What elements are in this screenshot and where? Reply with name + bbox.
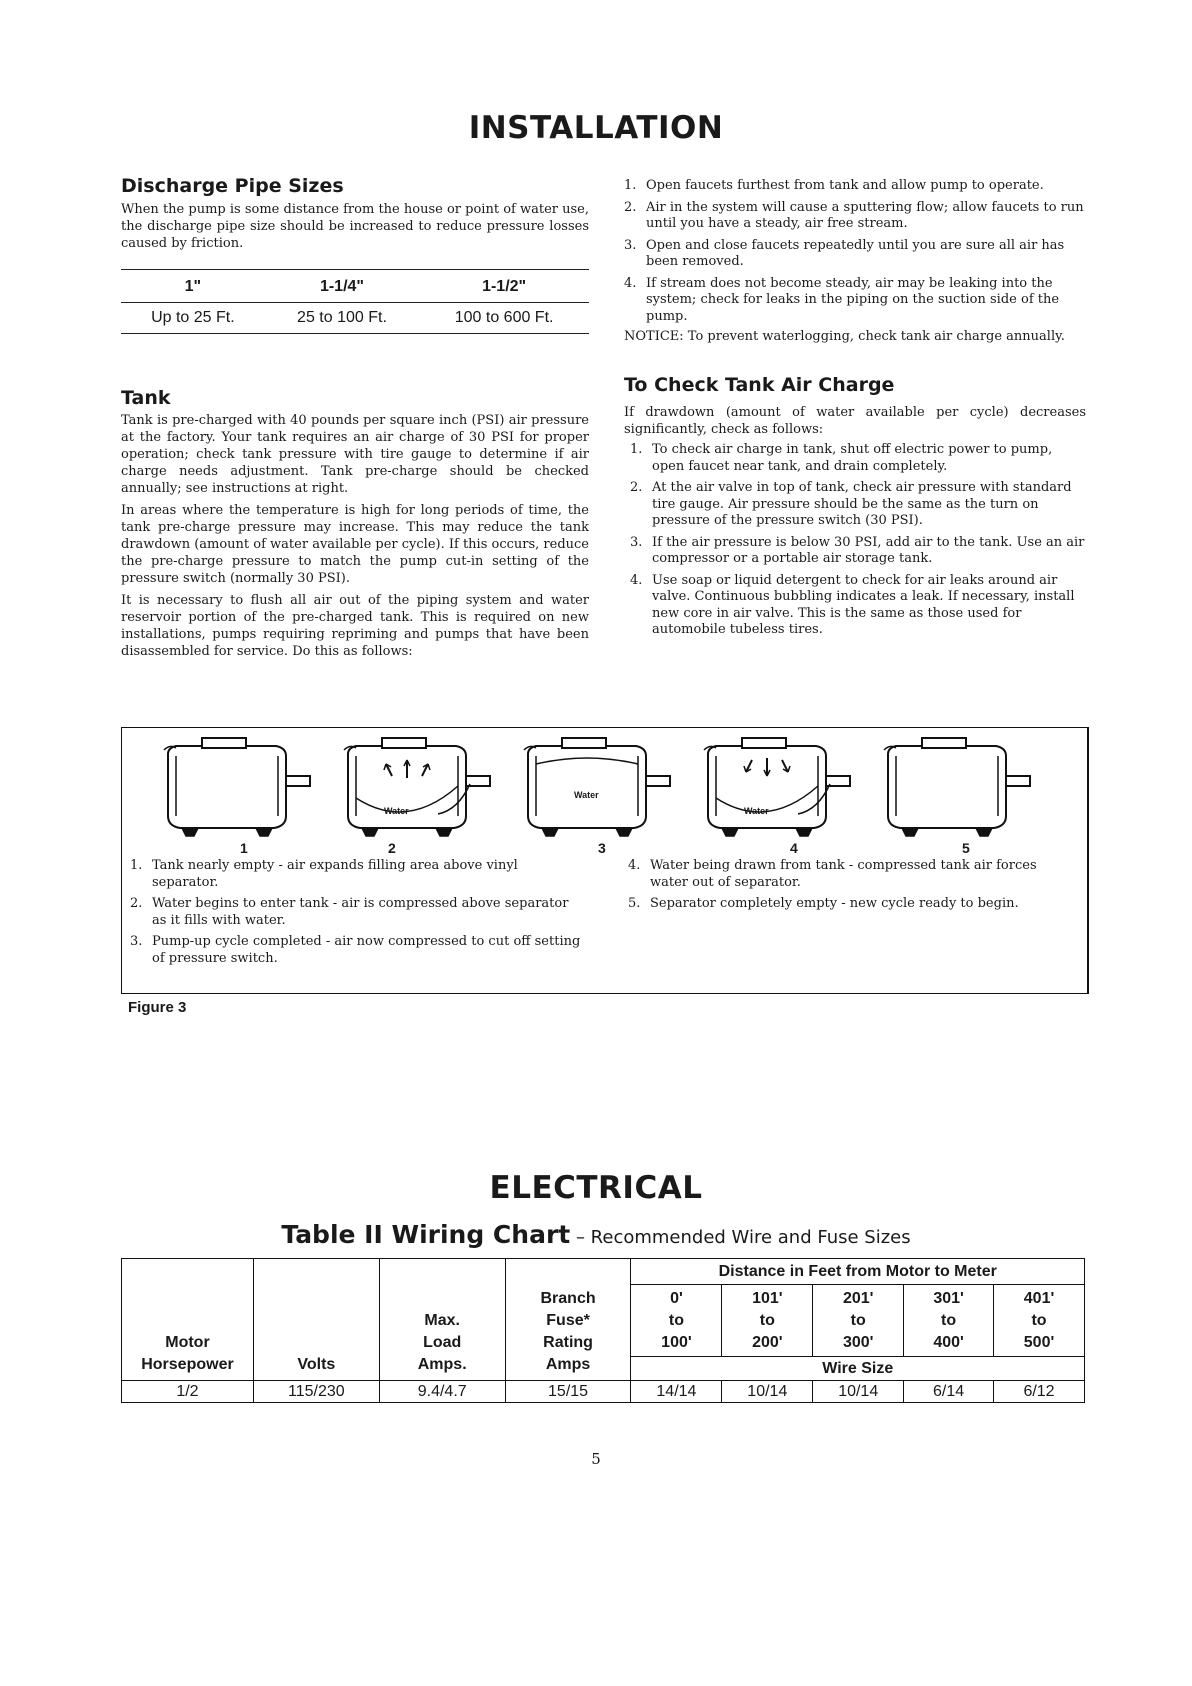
list-item (630, 442, 1086, 475)
step-text: If the air pressure is below 30 PSI, add air to the tank. Use an air compressor or a portable air storage tank. (652, 534, 1085, 566)
list-item (628, 896, 1074, 913)
tank-paragraph-1: Tank is pre-charged with 40 pounds per square inch (PSI) air pressure at the factory. Your tank requires an air charge of 30 PSI for proper operation; check tank pressure with tire gauge to determine if air charge needs adjustment. Tank pre-charge should be checked annually; see instructions at right. (121, 413, 589, 496)
list-item (630, 535, 1086, 568)
figure-captions-left (130, 858, 586, 972)
wiring-chart-table (121, 1258, 1085, 1403)
list-item (130, 896, 586, 929)
range-to: to (668, 1311, 684, 1329)
check-heading: To Check Tank Air Charge (624, 374, 895, 396)
range-start: 101' (752, 1289, 783, 1307)
step-number: 4. (628, 858, 641, 873)
step-text: Air in the system will cause a sputtering flow; allow faucets to run until you have a steady, air free stream. (646, 199, 1084, 231)
list-item (130, 934, 586, 967)
volts-header: Volts (253, 1259, 379, 1381)
range-start: 201' (842, 1289, 874, 1307)
header-line: Motor (165, 1334, 210, 1351)
notice (624, 328, 1086, 345)
range-to: to (759, 1311, 775, 1329)
range-end: 200' (752, 1333, 783, 1351)
pipe-size-value: 100 to 600 Ft. (454, 309, 554, 326)
tank-1-icon (164, 738, 310, 836)
step-number: 4. (624, 275, 637, 291)
table-cell: 115/230 (253, 1381, 379, 1403)
pipe-size-header: 1-1/2" (482, 278, 527, 295)
water-label: Water (744, 806, 769, 816)
header-line: Fuse* (546, 1312, 590, 1329)
figure-captions-right (628, 858, 1074, 918)
step-text: If stream does not become steady, air may be leaking into the system; check for leaks in the piping on the suction side of the pump. (646, 275, 1060, 324)
list-item (630, 480, 1086, 530)
tank-number: 5 (962, 840, 970, 856)
range-start: 401' (1023, 1289, 1055, 1307)
wiring-table-title (0, 1220, 1192, 1249)
max-load-amps-header (379, 1259, 505, 1381)
range-end: 100' (661, 1333, 692, 1351)
page-number: 5 (591, 1450, 601, 1468)
tank-cycle-diagram (122, 736, 1087, 856)
pipe-size-value-row (121, 303, 589, 334)
step-text: Open and close faucets repeatedly until you are sure all air has been removed. (646, 237, 1065, 269)
range-start: 301' (933, 1289, 964, 1307)
table-cell: 9.4/4.7 (379, 1381, 505, 1403)
range-end: 400' (933, 1333, 964, 1351)
range-end: 500' (1023, 1333, 1055, 1351)
notice-label: NOTICE: (624, 329, 684, 344)
step-text: Pump-up cycle completed - air now compressed to cut off setting of pressure switch. (152, 934, 581, 966)
notice-text: To prevent waterlogging, check tank air charge annually. (683, 329, 1065, 344)
tank-number: 4 (790, 840, 798, 856)
step-text: Separator completely empty - new cycle ready to begin. (650, 896, 1019, 911)
list-item (628, 858, 1074, 891)
branch-fuse-header (505, 1259, 631, 1381)
tank-paragraph-2: In areas where the temperature is high for long periods of time, the tank pre-charge pressure may increase. This may reduce the tank drawdown (amount of water available per cycle). If this occurs, reduce the pre-charge pressure to match the pump cut-in setting of the pressure switch (normally 30 PSI). (121, 503, 589, 586)
step-text: Open faucets furthest from tank and allow pump to operate. (646, 178, 1044, 193)
header-line: Load (423, 1334, 462, 1351)
step-number: 3. (130, 934, 143, 949)
installation-title: INSTALLATION (468, 110, 724, 146)
tank-5-icon (884, 738, 1030, 836)
range-header (722, 1285, 813, 1357)
flush-steps (624, 178, 1086, 345)
step-text: Tank nearly empty - air expands filling area above vinyl separator. (152, 858, 518, 890)
step-text: Use soap or liquid detergent to check for air leaks around air valve. Continuous bubbling indicates a leak. If necessary, install new core in air valve. This is the same as those used for automobile tubeless tires. (652, 572, 1075, 637)
step-text: Water being drawn from tank - compressed tank air forces water out of separator. (650, 858, 1037, 890)
discharge-text (121, 201, 589, 257)
list-item (624, 178, 1086, 195)
tank-text (121, 412, 589, 665)
step-number: 1. (630, 442, 643, 457)
step-number: 2. (624, 199, 637, 215)
check-intro: If drawdown (amount of water available per cycle) decreases significantly, check as follows: (624, 405, 1086, 437)
step-number: 3. (624, 237, 637, 253)
header-line: Max. (424, 1312, 460, 1329)
check-section (624, 404, 1086, 644)
list-item (624, 276, 1086, 326)
figure-label: Figure 3 (128, 999, 187, 1016)
distance-header: Distance in Feet from Motor to Meter (631, 1259, 1085, 1285)
range-header (631, 1285, 722, 1357)
list-item (624, 200, 1086, 233)
header-line: Rating (543, 1334, 593, 1351)
step-text: Water begins to enter tank - air is compressed above separator as it fills with water. (152, 896, 569, 928)
pipe-size-header-row (121, 272, 589, 303)
table-cell: 10/14 (813, 1381, 904, 1403)
table-cell: 6/12 (994, 1381, 1085, 1403)
table-row (122, 1381, 1085, 1403)
tank-heading: Tank (121, 387, 171, 409)
header-line: Branch (540, 1290, 596, 1307)
pipe-size-header: 1-1/4" (319, 278, 364, 295)
step-text: To check air charge in tank, shut off electric power to pump, open faucet near tank, and drain completely. (652, 442, 1053, 474)
step-text: At the air valve in top of tank, check air pressure with standard tire gauge. Air pressure should be the same as the turn on pressure of the pressure switch (30 PSI). (652, 480, 1072, 528)
tank-number: 3 (598, 840, 606, 856)
tank-3-icon (524, 738, 670, 836)
step-number: 1. (624, 178, 637, 193)
header-line: Horsepower (141, 1356, 234, 1373)
list-item (624, 238, 1086, 271)
pipe-size-value: Up to 25 Ft. (151, 309, 235, 326)
range-end: 300' (842, 1333, 874, 1351)
wiring-table-subtitle: – Recommended Wire and Fuse Sizes (570, 1227, 911, 1248)
table-cell: 1/2 (122, 1381, 254, 1403)
discharge-paragraph: When the pump is some distance from the house or point of water use, the discharge pipe size should be increased to reduce pressure losses caused by friction. (121, 202, 589, 251)
range-start: 0' (670, 1289, 683, 1307)
range-to: to (941, 1311, 957, 1329)
table-row (122, 1259, 1085, 1285)
range-to: to (1031, 1311, 1047, 1329)
pipe-size-value: 25 to 100 Ft. (297, 309, 387, 326)
list-item (130, 858, 586, 891)
step-number: 2. (130, 896, 143, 911)
table-cell: 15/15 (505, 1381, 631, 1403)
range-header (813, 1285, 904, 1357)
water-label: Water (384, 806, 409, 816)
discharge-heading: Discharge Pipe Sizes (121, 175, 344, 197)
step-number: 2. (630, 480, 643, 495)
wiring-table-name: Table II Wiring Chart (281, 1220, 571, 1249)
figure-3-box (121, 727, 1089, 994)
pipe-size-header: 1" (184, 278, 202, 295)
range-header (904, 1285, 994, 1357)
header-line: Amps. (417, 1356, 467, 1373)
step-number: 1. (130, 858, 143, 873)
table-cell: 14/14 (631, 1381, 722, 1403)
step-number: 5. (628, 896, 641, 911)
electrical-title: ELECTRICAL (489, 1170, 703, 1206)
tank-4-icon (704, 738, 850, 836)
water-label: Water (574, 790, 599, 800)
step-number: 4. (630, 572, 643, 588)
pipe-size-table (121, 272, 589, 334)
table-cell: 10/14 (722, 1381, 813, 1403)
pipe-table-top-rule (121, 269, 589, 270)
table-cell: 6/14 (904, 1381, 994, 1403)
header-line: Amps (545, 1356, 591, 1373)
tank-2-icon (344, 738, 490, 836)
tank-paragraph-3: It is necessary to flush all air out of the piping system and water reservoir portion of the pre-charged tank. This is required on new installations, pumps requiring repriming and pumps that have been disassembled for service. Do this as follows: (121, 593, 589, 659)
step-number: 3. (630, 534, 643, 550)
wire-size-header: Wire Size (631, 1357, 1085, 1381)
tank-number: 1 (240, 840, 248, 856)
list-item (630, 573, 1086, 639)
range-header (994, 1285, 1085, 1357)
tank-number: 2 (388, 840, 396, 856)
motor-hp-header (122, 1259, 254, 1381)
range-to: to (850, 1311, 866, 1329)
